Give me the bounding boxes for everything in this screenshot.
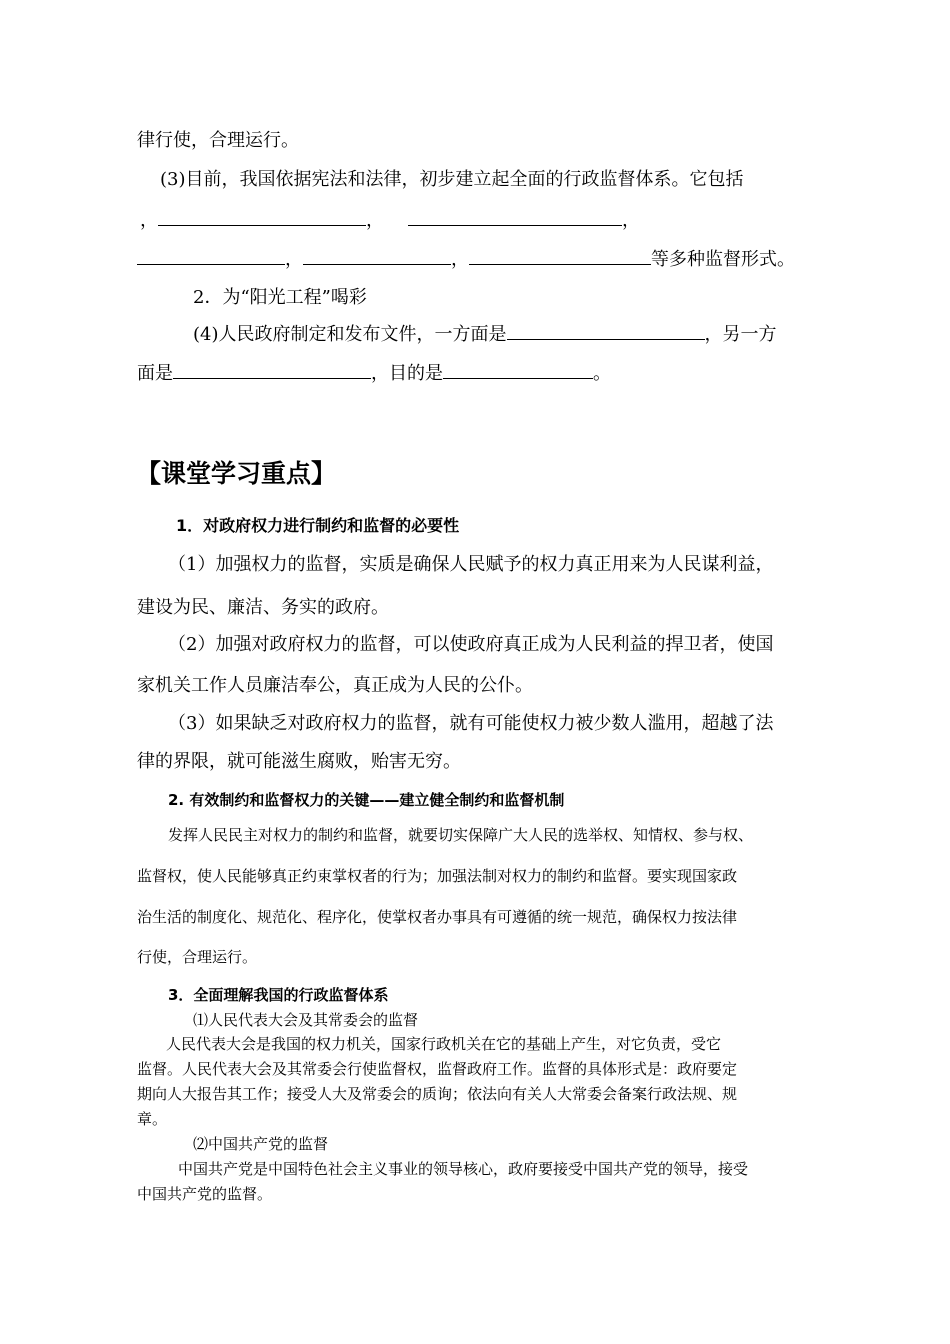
paragraph-line: 家机关工作人员廉洁奉公，真正成为人民的公仆。 <box>137 675 533 696</box>
question-4-mid: ，另一方 <box>704 324 777 345</box>
question-3-lead: (3)目前，我国依据宪法和法律，初步建立起全面的行政监督体系。它包括 <box>160 169 744 190</box>
heading-2: 2. 有效制约和监督权力的关键——建立健全制约和监督机制 <box>168 791 565 809</box>
punctuation: ， <box>451 249 469 270</box>
question-4-lead: (4)人民政府制定和发布文件，一方面是 <box>193 324 507 345</box>
heading-3: 3．全面理解我国的行政监督体系 <box>168 986 389 1004</box>
answer-blank[interactable] <box>443 360 593 379</box>
paragraph-line: 中国共产党是中国特色社会主义事业的领导核心，政府要接受中国共产党的领导，接受 <box>178 1160 749 1178</box>
question-4-line2-lead: 面是 <box>137 363 173 384</box>
paragraph-line: 律的界限，就可能滋生腐败，贻害无穷。 <box>137 751 461 772</box>
item-2-heading: 2．为“阳光工程”喝彩 <box>193 287 367 308</box>
paragraph-line: 行使，合理运行。 <box>137 948 258 966</box>
paragraph-line: 律行使，合理运行。 <box>137 130 299 151</box>
question-4-row-1 <box>193 320 777 346</box>
paragraph-line: （1）加强权力的监督，实质是确保人民赋予的权力真正用来为人民谋利益， <box>168 554 774 575</box>
paragraph-line: 发挥人民民主对权力的制约和监督，就要切实保障广大人民的选举权、知情权、参与权、 <box>168 826 754 844</box>
answer-blank[interactable] <box>408 207 622 226</box>
section-title: 【课堂学习重点】 <box>136 459 337 488</box>
answer-blank[interactable] <box>469 246 651 265</box>
question-3-blanks-row-1 <box>140 206 640 232</box>
punctuation: ， <box>140 210 158 231</box>
answer-blank[interactable] <box>158 207 366 226</box>
paragraph-line: 人民代表大会是我国的权力机关，国家行政机关在它的基础上产生，对它负责，受它 <box>166 1035 722 1053</box>
paragraph-line: 中国共产党的监督。 <box>137 1185 273 1203</box>
punctuation: 。 <box>593 363 611 384</box>
question-4-line2-mid: ，目的是 <box>371 363 443 384</box>
paragraph-line: 期向人大报告其工作；接受人大及常委会的质询；依法向有关人大常委会备案行政法规、规 <box>137 1085 738 1103</box>
punctuation: ， <box>285 249 303 270</box>
question-3-blanks-row-2 <box>137 245 795 271</box>
answer-blank[interactable] <box>303 246 451 265</box>
paragraph-line: 治生活的制度化、规范化、程序化，使掌权者办事具有可遵循的统一规范，确保权力按法律 <box>137 908 738 926</box>
heading-1: 1．对政府权力进行制约和监督的必要性 <box>176 516 460 535</box>
subheading-1: ⑴人民代表大会及其常委会的监督 <box>193 1011 419 1029</box>
question-4-row-2 <box>137 359 611 385</box>
answer-blank[interactable] <box>507 321 705 340</box>
paragraph-line: 监督。人民代表大会及其常委会行使监督权，监督政府工作。监督的具体形式是：政府要定 <box>137 1060 738 1078</box>
answer-blank[interactable] <box>137 246 285 265</box>
paragraph-line: 监督权，使人民能够真正约束掌权者的行为；加强法制对权力的制约和监督。要实现国家政 <box>137 867 738 885</box>
paragraph-line: （2）加强对政府权力的监督，可以使政府真正成为人民利益的捍卫者，使国 <box>168 634 774 655</box>
punctuation: ， <box>366 210 384 231</box>
paragraph-line: 建设为民、廉洁、务实的政府。 <box>137 597 389 618</box>
paragraph-line: 章。 <box>137 1110 168 1128</box>
question-3-tail: 等多种监督形式。 <box>651 249 795 270</box>
subheading-2: ⑵中国共产党的监督 <box>193 1135 329 1153</box>
punctuation: ， <box>622 210 640 231</box>
paragraph-line: （3）如果缺乏对政府权力的监督，就有可能使权力被少数人滥用，超越了法 <box>168 713 774 734</box>
answer-blank[interactable] <box>173 360 371 379</box>
